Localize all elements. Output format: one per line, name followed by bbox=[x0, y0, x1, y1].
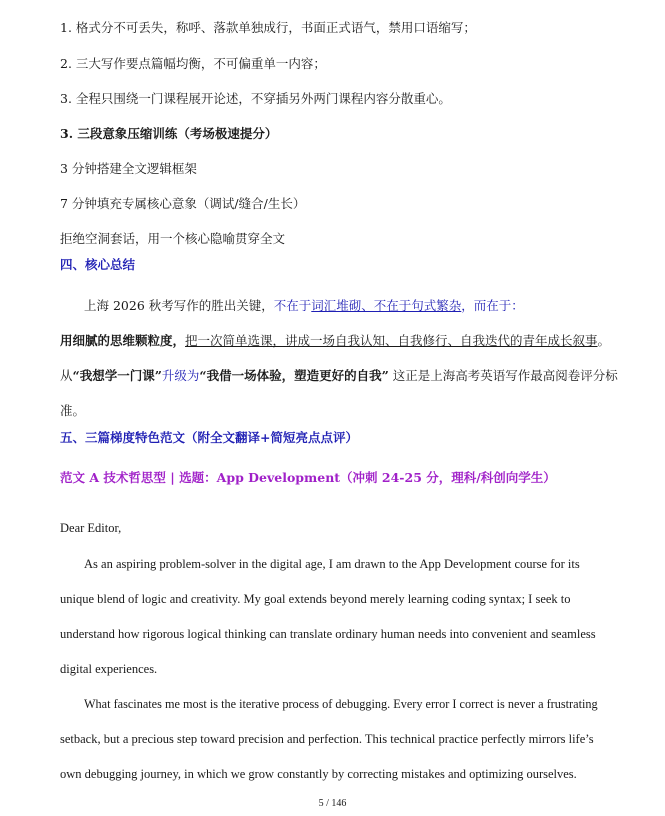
summary-p1-but: ，而在于： bbox=[461, 298, 524, 313]
essay-p1-line-1: As an aspiring problem-solver in the digital age, I am drawn to the App Development course for its bbox=[84, 557, 580, 571]
rule-2: 2. 三大写作要点篇幅均衡，不可偏重单一内容； bbox=[60, 56, 326, 71]
section3-line-3: 拒绝空洞套话，用一个核心隐喻贯穿全文 bbox=[60, 231, 286, 246]
summary-p3-from: 从 bbox=[60, 368, 73, 383]
section4-heading: 四、核心总结 bbox=[60, 257, 136, 272]
summary-p3-rest: 这正是上海高考英语写作最高阅卷评分标 bbox=[388, 368, 618, 383]
essay-p1-line-4: digital experiences. bbox=[60, 662, 158, 676]
section3-line-2: 7 分钟填充专属核心意象（调试/缝合/生长） bbox=[60, 196, 306, 211]
rule-3: 3. 全程只围绕一门课程展开论述，不穿插另外两门课程内容分散重心。 bbox=[60, 91, 451, 106]
summary-p1-not: 不在于 bbox=[273, 298, 312, 313]
essay-p1-line-2: unique blend of logic and creativity. My goal extends beyond merely learning coding syntax; I seek to bbox=[60, 592, 571, 606]
summary-p3-tail: 准。 bbox=[60, 403, 86, 418]
summary-paragraph-1 bbox=[84, 298, 524, 314]
page-number: 5 / 146 bbox=[318, 798, 347, 809]
section3-line-1: 3 分钟搭建全文逻辑框架 bbox=[60, 161, 197, 176]
summary-paragraph-2 bbox=[60, 333, 610, 349]
summary-p3-upgrade: 升级为 bbox=[161, 368, 200, 383]
essay-p2-line-2: setback, but a precious step toward precision and perfection. This technical practice perfectly mirrors life’s bbox=[60, 732, 594, 746]
rule-1: 1. 格式分不可丢失，称呼、落款单独成行，书面正式语气，禁用口语缩写； bbox=[60, 20, 476, 35]
essay-salutation: Dear Editor, bbox=[60, 521, 122, 535]
sample-a-title: 范文 A 技术哲思型 | 选题：App Development（冲刺 24-25 分，理科/科创向学生） bbox=[60, 470, 556, 485]
summary-paragraph-3 bbox=[60, 368, 618, 384]
summary-p2-end: 。 bbox=[597, 333, 611, 348]
essay-p2-line-3: own debugging journey, in which we grow constantly by correcting mistakes and optimizing ourselves. bbox=[60, 767, 577, 781]
summary-p3-quote-2: “我借一场体验，塑造更好的自我” bbox=[199, 368, 389, 383]
essay-p1-line-3: understand how rigorous logical thinking can translate ordinary human needs into convenient and seamless bbox=[60, 627, 596, 641]
summary-p2-lead: 用细腻的思维颗粒度， bbox=[60, 333, 186, 348]
essay-p2-line-1: What fascinates me most is the iterative process of debugging. Every error I correct is never a frustrating bbox=[84, 697, 598, 711]
summary-p3-quote-1: “我想学一门课” bbox=[72, 368, 162, 383]
summary-p1-lead: 上海 2026 秋考写作的胜出关键， bbox=[84, 298, 274, 313]
summary-p1-not-detail: 词汇堆砌、不在于句式繁杂 bbox=[311, 298, 462, 313]
summary-p2-underlined: 把一次简单选课，讲成一场自我认知、自我修行、自我迭代的青年成长叙事 bbox=[185, 333, 598, 348]
section3-heading: 3. 三段意象压缩训练（考场极速提分） bbox=[60, 126, 278, 141]
section5-heading: 五、三篇梯度特色范文（附全文翻译+简短亮点点评） bbox=[60, 430, 358, 445]
